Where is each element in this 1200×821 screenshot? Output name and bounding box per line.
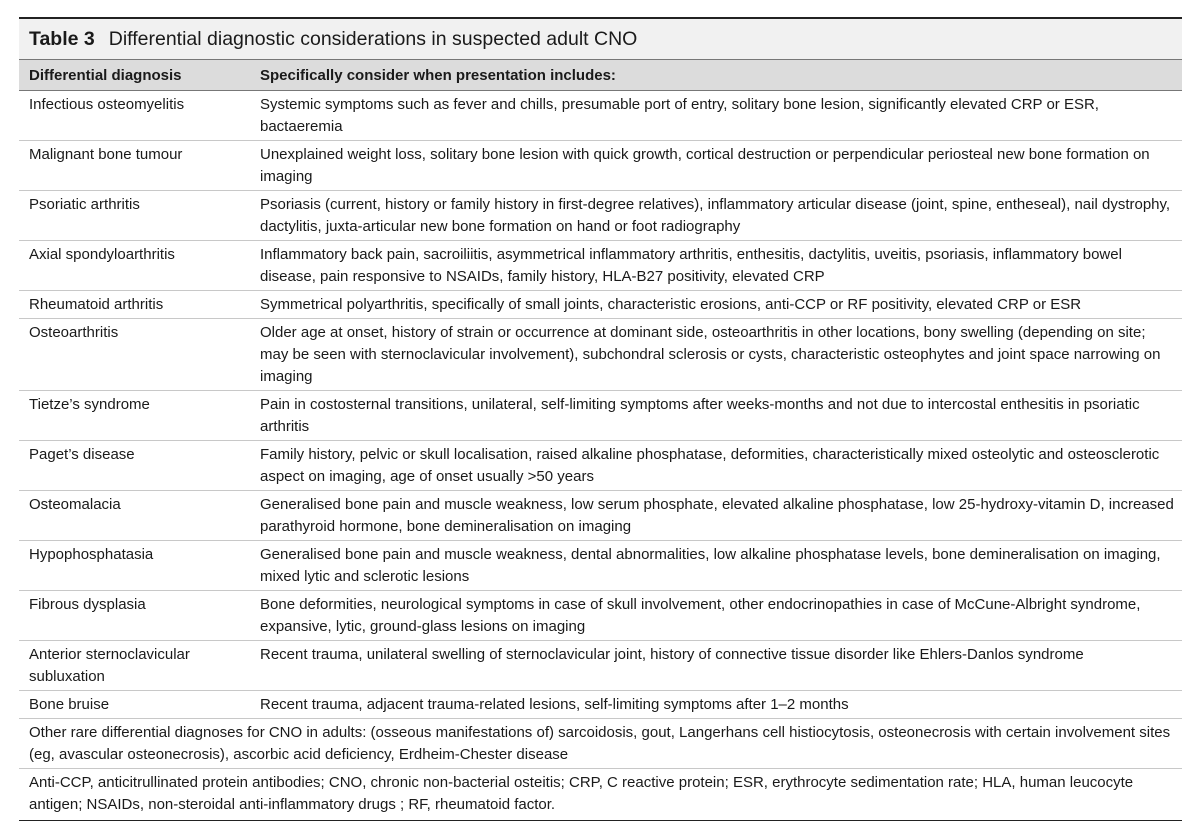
table-title: Differential diagnostic considerations in suspected adult CNO <box>108 28 638 50</box>
table-row <box>19 641 1182 691</box>
table-row <box>19 491 1182 541</box>
presentation-cell: Pain in costosternal transitions, unilateral, self-limiting symptoms after weeks-months and not due to intercostal enthesitis in psoriatic arthritis <box>260 396 1140 435</box>
header-differential-diagnosis: Differential diagnosis <box>29 67 182 84</box>
diagnosis-cell: Fibrous dysplasia <box>29 596 146 613</box>
presentation-cell: Unexplained weight loss, solitary bone lesion with quick growth, cortical destruction or perpendicular periosteal new bone formation on imaging <box>260 146 1150 185</box>
diagnosis-cell: Bone bruise <box>29 696 110 713</box>
diagnosis-cell: Paget’s disease <box>29 446 135 463</box>
diagnosis-cell: Rheumatoid arthritis <box>29 296 164 313</box>
presentation-cell: Recent trauma, unilateral swelling of sternoclavicular joint, history of connective tissue disorder like Ehlers-Danlos syndrome <box>260 646 1084 663</box>
presentation-cell: Older age at onset, history of strain or occurrence at dominant side, osteoarthritis in other locations, bony swelling (depending on site; may be seen with sternoclavicular involvement), subchondral sclerosis or cysts, characteristic osteophytes and joint space narrowing on imaging <box>260 324 1161 385</box>
diagnosis-cell: Osteomalacia <box>29 496 121 513</box>
presentation-cell: Symmetrical polyarthritis, specifically of small joints, characteristic erosions, anti-CCP or RF positivity, elevated CRP or ESR <box>260 296 1082 313</box>
header-presentation: Specifically consider when presentation includes: <box>260 67 616 84</box>
diagnosis-cell: Infectious osteomyelitis <box>29 96 185 113</box>
table-caption <box>19 19 1182 60</box>
table-row <box>19 591 1182 641</box>
diagnosis-cell: Axial spondyloarthritis <box>29 246 175 263</box>
table-header-row <box>19 60 1182 91</box>
table-label: Table 3 <box>29 28 95 50</box>
table-row <box>19 541 1182 591</box>
table-row <box>19 391 1182 441</box>
presentation-cell: Bone deformities, neurological symptoms in case of skull involvement, other endocrinopathies in case of McCune-Albright syndrome, expansive, lytic, ground-glass lesions on imaging <box>260 596 1141 635</box>
other-diagnoses-note: Other rare differential diagnoses for CNO in adults: (osseous manifestations of) sarcoidosis, gout, Langerhans cell histiocytosis, osteonecrosis with certain involvement sites (eg, avascular osteonecrosis), ascorbic acid deficiency, Erdheim-Chester disease <box>19 719 1182 769</box>
abbreviations-footnote: Anti-CCP, anticitrullinated protein antibodies; CNO, chronic non-bacterial osteitis; CRP, C reactive protein; ESR, erythrocyte sedimentation rate; HLA, human leucocyte antigen; NSAIDs, non-steroidal anti-inflammatory drugs ; RF, rheumatoid factor. <box>29 774 1134 813</box>
table-body <box>19 91 1182 719</box>
presentation-cell: Psoriasis (current, history or family history in first-degree relatives), inflammatory articular disease (joint, spine, entheseal), nail dystrophy, dactylitis, juxta-articular new bone formation on hand or foot radiography <box>260 196 1171 235</box>
table-row <box>19 319 1182 391</box>
presentation-cell: Inflammatory back pain, sacroiliitis, asymmetrical inflammatory arthritis, enthesitis, dactylitis, uveitis, psoriasis, inflammatory bowel disease, pain responsive to NSAIDs, family history, HLA-B27 positivity, elevated CRP <box>260 246 1122 285</box>
table-row <box>19 691 1182 719</box>
table-row <box>19 291 1182 319</box>
presentation-cell: Generalised bone pain and muscle weakness, dental abnormalities, low alkaline phosphatase levels, bone demineralisation on imaging, mixed lytic and sclerotic lesions <box>260 546 1161 585</box>
presentation-cell: Family history, pelvic or skull localisation, raised alkaline phosphatase, deformities, characteristically mixed osteolytic and osteosclerotic aspect on imaging, age of onset usually >50 years <box>260 446 1160 485</box>
differential-diagnosis-table <box>19 17 1182 821</box>
table-row <box>19 91 1182 141</box>
table-row <box>19 191 1182 241</box>
presentation-cell: Generalised bone pain and muscle weakness, low serum phosphate, elevated alkaline phosphatase, low 25-hydroxy-vitamin D, increased parathyroid hormone, bone demineralisation on imaging <box>260 496 1174 535</box>
diagnosis-cell: Anterior sternoclavicular subluxation <box>29 646 190 685</box>
table-row <box>19 241 1182 291</box>
presentation-cell: Recent trauma, adjacent trauma-related lesions, self-limiting symptoms after 1–2 months <box>260 696 849 713</box>
presentation-cell: Systemic symptoms such as fever and chills, presumable port of entry, solitary bone lesion, significantly elevated CRP or ESR, bactaeremia <box>260 96 1099 135</box>
table-row <box>19 141 1182 191</box>
diagnosis-cell: Hypophosphatasia <box>29 546 154 563</box>
diagnosis-cell: Tietze’s syndrome <box>29 396 150 413</box>
diagnosis-cell: Malignant bone tumour <box>29 146 183 163</box>
table-row <box>19 441 1182 491</box>
diagnosis-cell: Psoriatic arthritis <box>29 196 140 213</box>
diagnosis-cell: Osteoarthritis <box>29 324 119 341</box>
